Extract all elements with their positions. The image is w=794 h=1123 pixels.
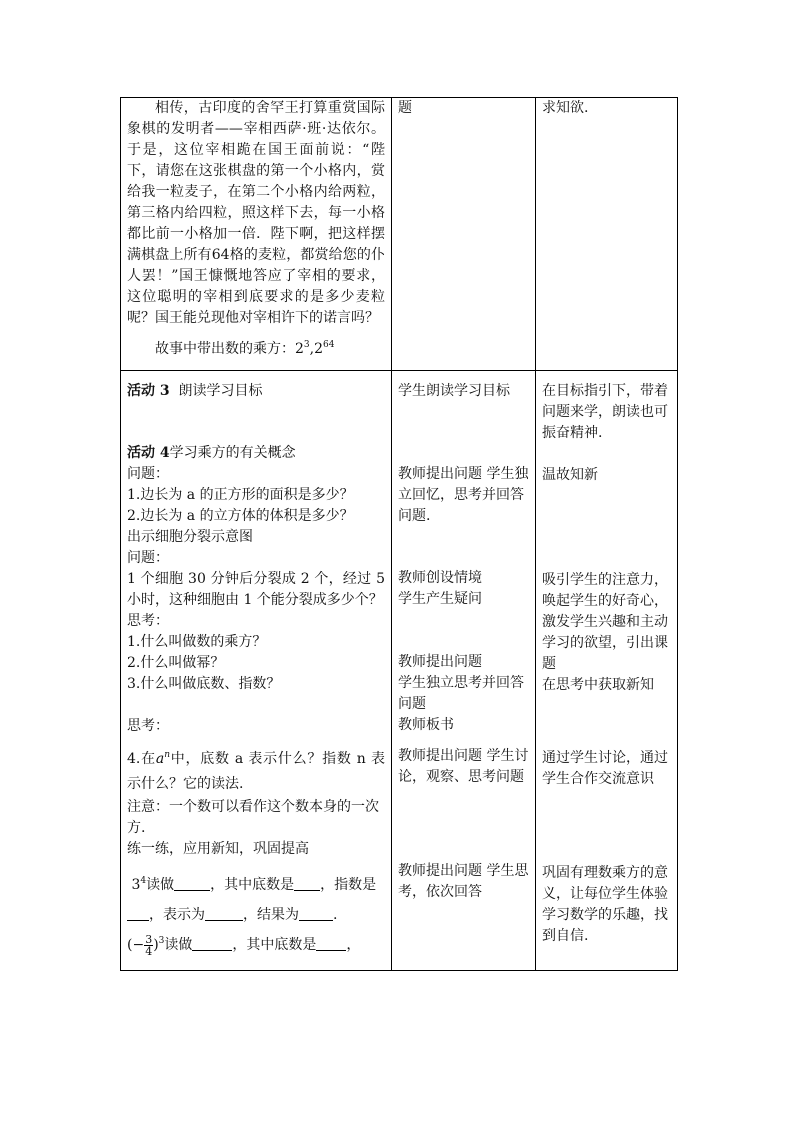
activities-teacher-cell: 学生朗读学习目标 教师提出问题 学生独立回忆，思考并回答问题. 教师创设情境 学生产生疑问 教师提出问题 学生独立思考并回答问题 教师板书 教师提出问题 学生讨论，观察、思考问题 教师提出问题 学生思考，依次回答 xyxy=(392,371,536,971)
activities-intent-cell: 在目标指引下，带着问题来学，朗读也可振奋精神. 温故知新 吸引学生的注意力，唤起学生的好奇心，激发学生兴趣和主动学习的欲望，引出课题 在思考中获取新知 通过学生讨论，通过学生合作交流意识 巩固有理数乘方的意义，让每位学生体验学习数学的乐趣，找到自信. xyxy=(536,371,678,971)
answer-blank[interactable] xyxy=(174,876,210,891)
table-row-story xyxy=(121,98,678,371)
story-intent-cell: 求知欲. xyxy=(536,98,678,371)
story-powers-line: 故事中带出数的乘方：$2^3,2^{64}$ xyxy=(155,340,335,357)
fraction: $\frac{3}{4}$ xyxy=(145,932,153,958)
answer-blank[interactable] xyxy=(205,906,243,921)
think-question-4: 4.在$a^n$中，底数 a 表示什么？指数 n 表示什么？它的读法. xyxy=(127,750,385,792)
activities-main-cell: 活动 3 朗读学习目标 活动 4学习乘方的有关概念 问题： 1.边长为 a 的正方形的面积是多少？ 2.边长为 a 的立方体的体积是多少？ 出示细胞分裂示意图 问题： 1 个细胞 30 分钟后分裂成 2 个，经过 5 小时，这种细胞由 1 个能分裂成多少个？ 思考： 1.什么叫做数的乘方？ 2.什么叫做幂？ 3.什么叫做底数、指数？ 思考： 4.在$a^n$中，底数 a 表示什么？指数 n 表示什么？它的读法. 注意：一个数可以看作这个数本身的一次方. 练一练，应用新知，巩固提高 $3^4$读做 ，其中底数是 ，指数是，表示为 ，结果为 . (− $\frac{3}{4}$ )$^3$读做 ，其中底数是 ， xyxy=(121,371,392,971)
table-row-activities xyxy=(121,371,678,971)
lesson-plan-table xyxy=(120,97,678,971)
story-paragraph: 相传，古印度的舍罕王打算重赏国际象棋的发明者——宰相西萨·班·达依尔。于是，这位宰相跪在国王面前说：“陛下，请您在这张棋盘的第一个小格内，赏给我一粒麦子，在第二个小格内给两粒，第三格内给四粒，照这样下去，每一小格都比前一小格加一倍．陛下啊，把这样摆满棋盘上所有64格的麦粒，都赏给您的仆人罢！”国王慷慨地答应了宰相的要求，这位聪明的宰相到底要求的是多少麦粒呢？国王能兑现他对宰相许下的诺言吗？ xyxy=(127,100,385,326)
activity3-title: 活动 3 朗读学习目标 xyxy=(127,383,263,399)
answer-blank[interactable] xyxy=(127,906,149,921)
answer-blank[interactable] xyxy=(294,876,320,891)
answer-blank[interactable] xyxy=(299,906,333,921)
activity4-title: 活动 4学习乘方的有关概念 xyxy=(127,445,296,461)
story-teacher-cell: 题 xyxy=(392,98,536,371)
exercise-1: $3^4$读做 ，其中底数是 ，指数是，表示为 ，结果为 . xyxy=(127,870,385,930)
answer-blank[interactable] xyxy=(192,936,232,951)
exercise-2: (− $\frac{3}{4}$ )$^3$读做 ，其中底数是 ， xyxy=(127,932,361,958)
story-cell xyxy=(121,98,392,371)
answer-blank[interactable] xyxy=(316,936,346,951)
